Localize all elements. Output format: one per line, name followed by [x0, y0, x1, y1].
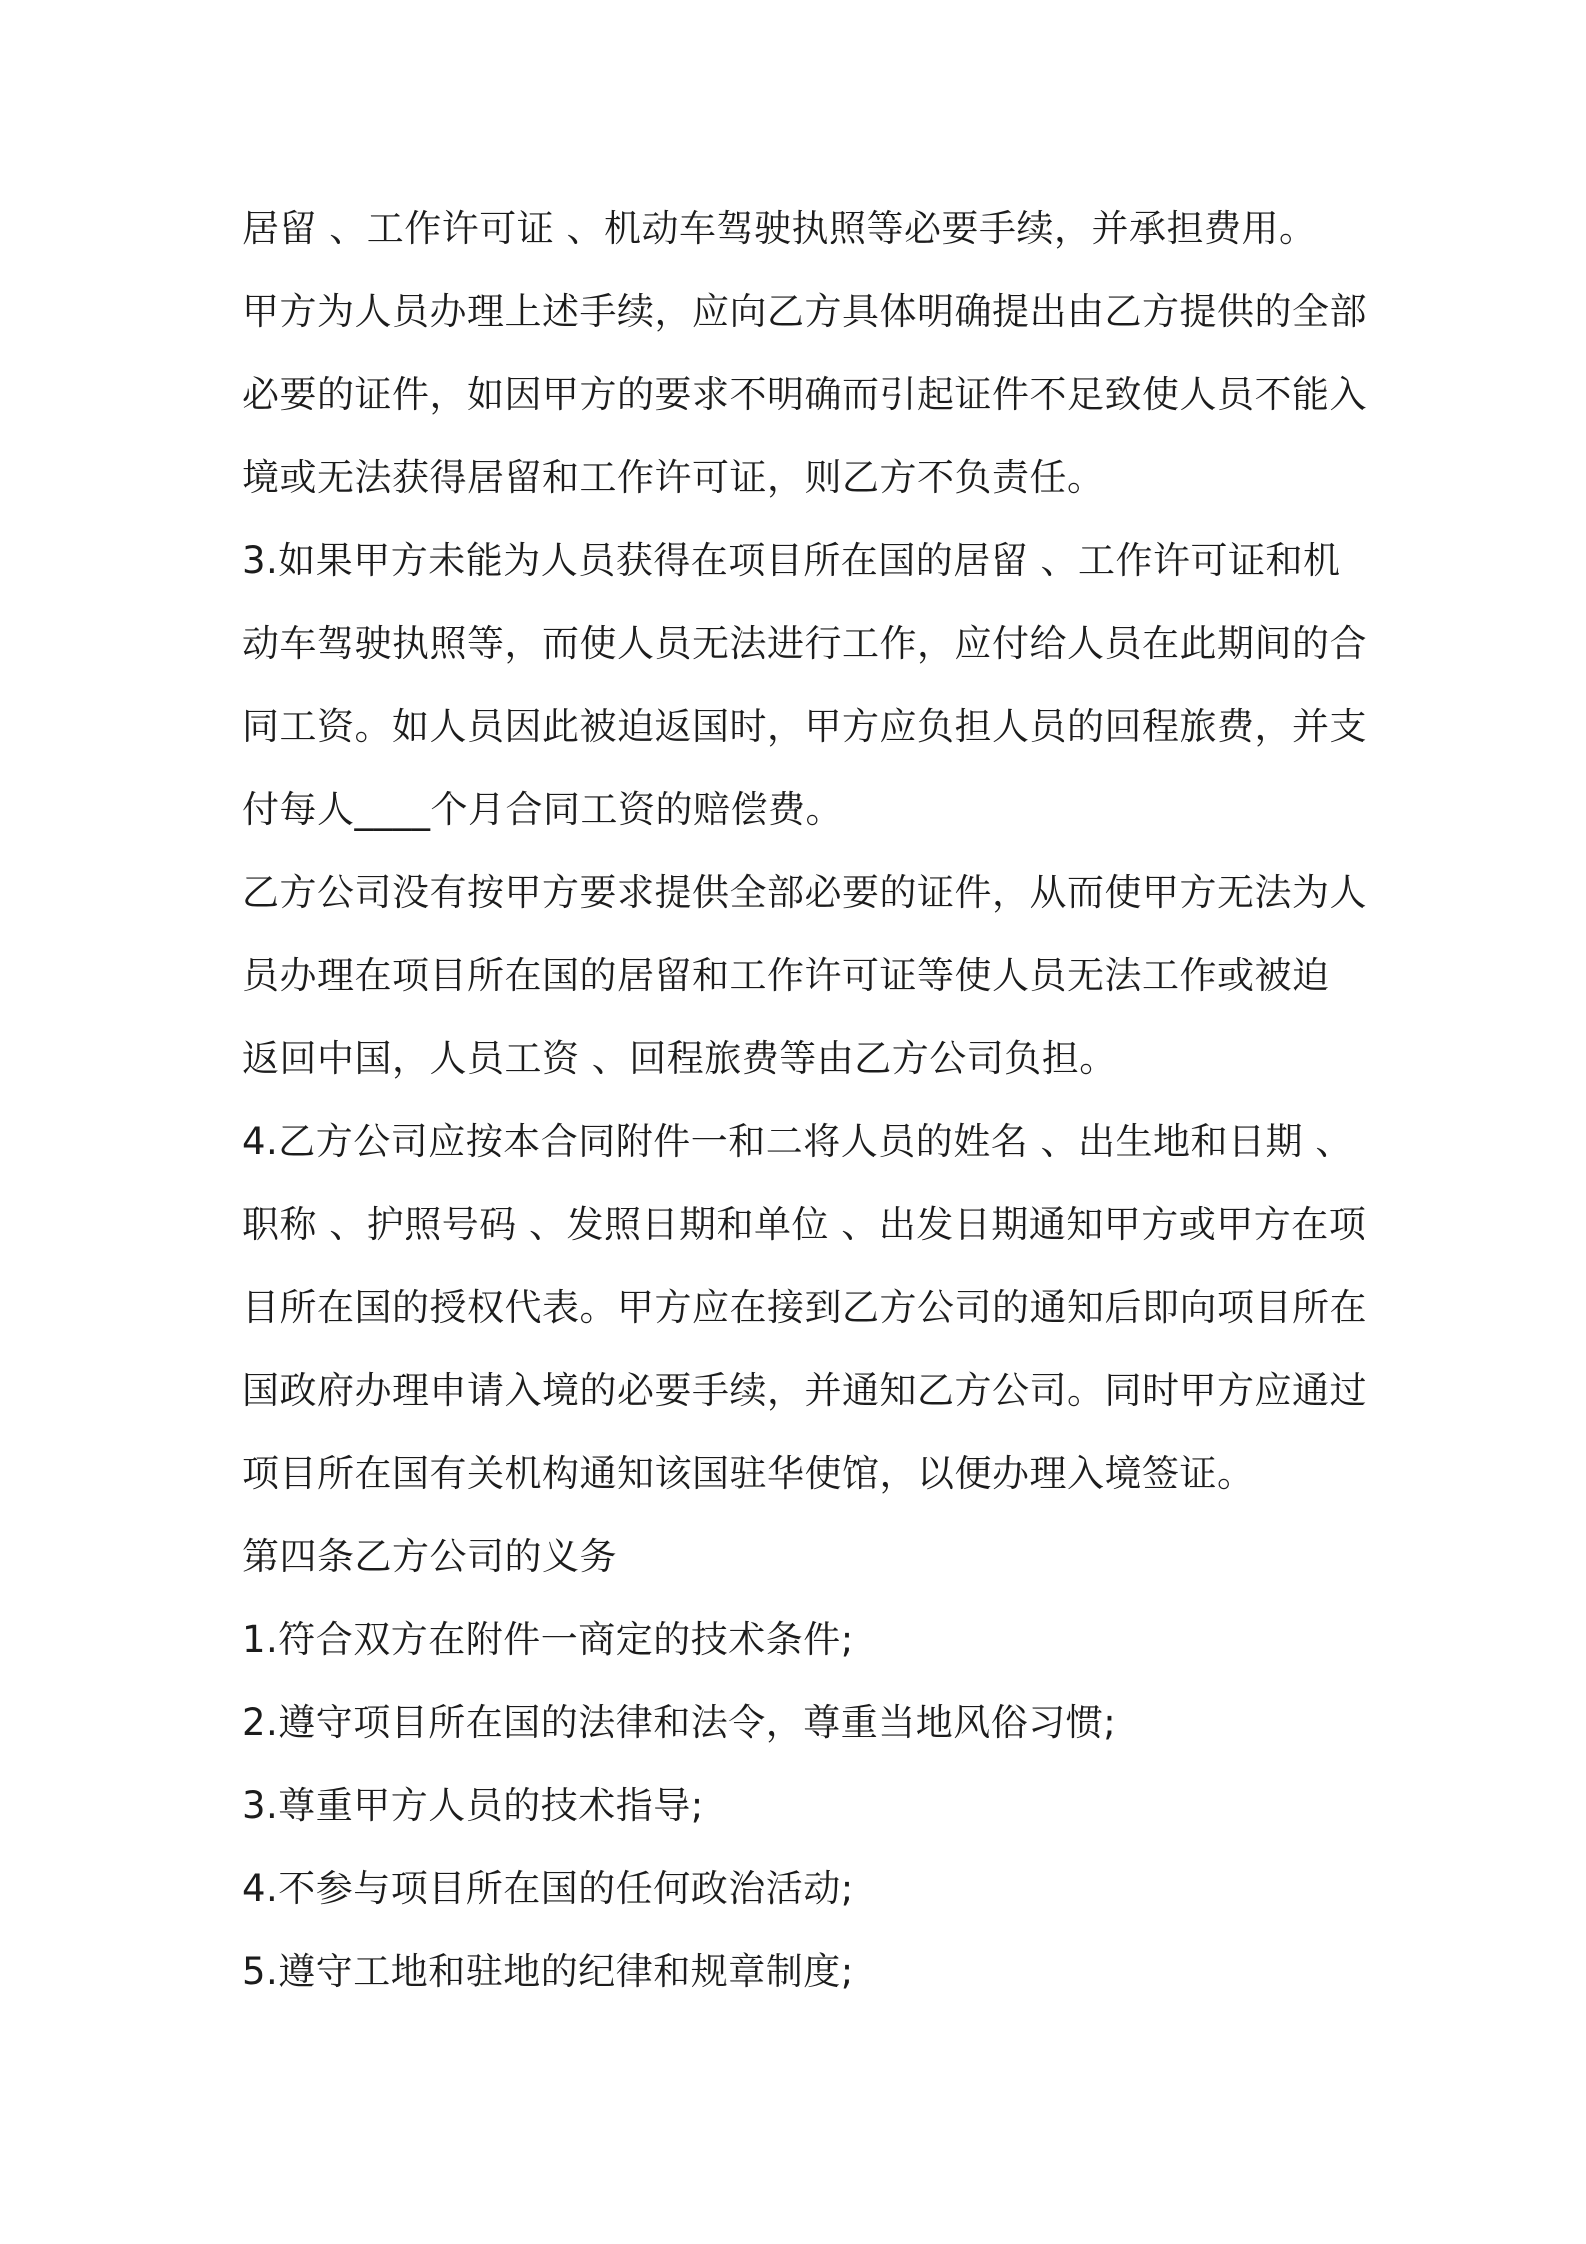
text-line: 4.乙方公司应按本合同附件一和二将人员的姓名 、出生地和日期 、	[242, 1120, 1353, 1163]
text-line: 甲方为人员办理上述手续，应向乙方具体明确提出由乙方提供的全部	[242, 290, 1367, 333]
text-line: 职称 、护照号码 、发照日期和单位 、出发日期通知甲方或甲方在项	[242, 1203, 1367, 1246]
text-line: 项目所在国有关机构通知该国驻华使馆，以便办理入境签证。	[242, 1452, 1255, 1495]
section-heading: 第四条乙方公司的义务	[242, 1535, 617, 1578]
document-body	[242, 196, 1372, 2022]
text-line: 境或无法获得居留和工作许可证，则乙方不负责任。	[242, 456, 1105, 499]
text-line: 目所在国的授权代表。甲方应在接到乙方公司的通知后即向项目所在	[242, 1286, 1367, 1329]
text-line: 3.如果甲方未能为人员获得在项目所在国的居留 、工作许可证和机	[242, 539, 1341, 582]
text-line: 动车驾驶执照等，而使人员无法进行工作，应付给人员在此期间的合	[242, 622, 1367, 665]
text-line: 返回中国，人员工资 、回程旅费等由乙方公司负担。	[242, 1037, 1117, 1080]
list-item: 2.遵守项目所在国的法律和法令，尊重当地风俗习惯;	[242, 1701, 1117, 1744]
text-line: 必要的证件，如因甲方的要求不明确而引起证件不足致使人员不能入	[242, 373, 1367, 416]
list-item: 1.符合双方在附件一商定的技术条件;	[242, 1618, 854, 1661]
text-line: 国政府办理申请入境的必要手续，并通知乙方公司。同时甲方应通过	[242, 1369, 1367, 1412]
text-line: 乙方公司没有按甲方要求提供全部必要的证件，从而使甲方无法为人	[242, 871, 1367, 914]
list-item: 4.不参与项目所在国的任何政治活动;	[242, 1867, 854, 1910]
text-line: 员办理在项目所在国的居留和工作许可证等使人员无法工作或被迫	[242, 954, 1330, 997]
text-line: 付每人____个月合同工资的赔偿费。	[242, 788, 843, 831]
list-item: 3.尊重甲方人员的技术指导;	[242, 1784, 704, 1827]
text-line: 居留 、工作许可证 、机动车驾驶执照等必要手续，并承担费用。	[242, 207, 1317, 250]
text-line: 同工资。如人员因此被迫返国时，甲方应负担人员的回程旅费，并支	[242, 705, 1367, 748]
list-item: 5.遵守工地和驻地的纪律和规章制度;	[242, 1950, 854, 1993]
